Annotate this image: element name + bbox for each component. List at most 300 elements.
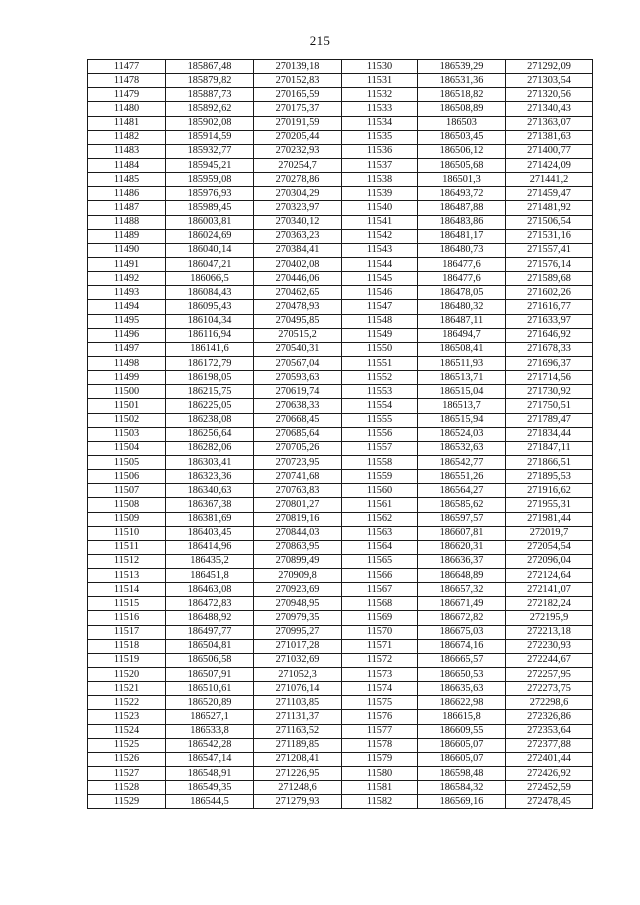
table-row xyxy=(88,88,593,102)
point-id-cell: 11534 xyxy=(342,116,418,130)
point-id-cell: 11491 xyxy=(88,257,166,271)
x-coordinate-cell: 186518,82 xyxy=(418,88,506,102)
y-coordinate-cell: 270899,49 xyxy=(254,554,342,568)
y-coordinate-cell: 270175,37 xyxy=(254,102,342,116)
point-id-cell: 11500 xyxy=(88,385,166,399)
point-id-cell: 11495 xyxy=(88,314,166,328)
x-coordinate-cell: 186564,27 xyxy=(418,484,506,498)
y-coordinate-cell: 270165,59 xyxy=(254,88,342,102)
y-coordinate-cell: 270205,44 xyxy=(254,130,342,144)
y-coordinate-cell: 270723,95 xyxy=(254,455,342,469)
y-coordinate-cell: 270191,59 xyxy=(254,116,342,130)
y-coordinate-cell: 271847,11 xyxy=(506,441,593,455)
x-coordinate-cell: 186215,75 xyxy=(166,385,254,399)
y-coordinate-cell: 272195,9 xyxy=(506,611,593,625)
point-id-cell: 11524 xyxy=(88,724,166,738)
x-coordinate-cell: 186003,81 xyxy=(166,215,254,229)
x-coordinate-cell: 186238,08 xyxy=(166,413,254,427)
point-id-cell: 11575 xyxy=(342,696,418,710)
table-row xyxy=(88,583,593,597)
y-coordinate-cell: 272377,88 xyxy=(506,738,593,752)
table-row xyxy=(88,286,593,300)
point-id-cell: 11509 xyxy=(88,512,166,526)
y-coordinate-cell: 272244,67 xyxy=(506,653,593,667)
x-coordinate-cell: 185914,59 xyxy=(166,130,254,144)
x-coordinate-cell: 186141,6 xyxy=(166,342,254,356)
point-id-cell: 11554 xyxy=(342,399,418,413)
x-coordinate-cell: 186515,04 xyxy=(418,385,506,399)
table-row xyxy=(88,752,593,766)
x-coordinate-cell: 186506,58 xyxy=(166,653,254,667)
y-coordinate-cell: 272273,75 xyxy=(506,682,593,696)
table-row xyxy=(88,74,593,88)
x-coordinate-cell: 186463,08 xyxy=(166,583,254,597)
table-row xyxy=(88,342,593,356)
x-coordinate-cell: 186657,32 xyxy=(418,583,506,597)
y-coordinate-cell: 271834,44 xyxy=(506,427,593,441)
point-id-cell: 11539 xyxy=(342,187,418,201)
x-coordinate-cell: 185959,08 xyxy=(166,173,254,187)
y-coordinate-cell: 271916,62 xyxy=(506,484,593,498)
x-coordinate-cell: 186510,61 xyxy=(166,682,254,696)
point-id-cell: 11489 xyxy=(88,229,166,243)
y-coordinate-cell: 270844,03 xyxy=(254,526,342,540)
table-row xyxy=(88,158,593,172)
x-coordinate-cell: 186488,92 xyxy=(166,611,254,625)
point-id-cell: 11520 xyxy=(88,668,166,682)
y-coordinate-cell: 270152,83 xyxy=(254,74,342,88)
point-id-cell: 11512 xyxy=(88,554,166,568)
x-coordinate-cell: 185902,08 xyxy=(166,116,254,130)
y-coordinate-cell: 270741,68 xyxy=(254,470,342,484)
x-coordinate-cell: 186478,05 xyxy=(418,286,506,300)
y-coordinate-cell: 270340,12 xyxy=(254,215,342,229)
y-coordinate-cell: 270402,08 xyxy=(254,257,342,271)
y-coordinate-cell: 271789,47 xyxy=(506,413,593,427)
x-coordinate-cell: 186531,36 xyxy=(418,74,506,88)
y-coordinate-cell: 271400,77 xyxy=(506,144,593,158)
x-coordinate-cell: 186542,28 xyxy=(166,738,254,752)
y-coordinate-cell: 271381,63 xyxy=(506,130,593,144)
point-id-cell: 11536 xyxy=(342,144,418,158)
table-row xyxy=(88,413,593,427)
x-coordinate-cell: 186104,34 xyxy=(166,314,254,328)
y-coordinate-cell: 270567,04 xyxy=(254,356,342,370)
x-coordinate-cell: 186544,5 xyxy=(166,795,254,809)
y-coordinate-cell: 270638,33 xyxy=(254,399,342,413)
y-coordinate-cell: 272257,95 xyxy=(506,668,593,682)
point-id-cell: 11513 xyxy=(88,569,166,583)
table-row xyxy=(88,639,593,653)
point-id-cell: 11505 xyxy=(88,455,166,469)
x-coordinate-cell: 186511,93 xyxy=(418,356,506,370)
table-row xyxy=(88,724,593,738)
y-coordinate-cell: 270763,83 xyxy=(254,484,342,498)
x-coordinate-cell: 186671,49 xyxy=(418,597,506,611)
x-coordinate-cell: 186615,8 xyxy=(418,710,506,724)
x-coordinate-cell: 186256,64 xyxy=(166,427,254,441)
y-coordinate-cell: 271226,95 xyxy=(254,767,342,781)
y-coordinate-cell: 270923,69 xyxy=(254,583,342,597)
point-id-cell: 11515 xyxy=(88,597,166,611)
table-row xyxy=(88,60,593,74)
y-coordinate-cell: 272182,24 xyxy=(506,597,593,611)
x-coordinate-cell: 186472,83 xyxy=(166,597,254,611)
point-id-cell: 11548 xyxy=(342,314,418,328)
x-coordinate-cell: 186674,16 xyxy=(418,639,506,653)
point-id-cell: 11566 xyxy=(342,569,418,583)
point-id-cell: 11538 xyxy=(342,173,418,187)
point-id-cell: 11532 xyxy=(342,88,418,102)
point-id-cell: 11478 xyxy=(88,74,166,88)
x-coordinate-cell: 186551,26 xyxy=(418,470,506,484)
y-coordinate-cell: 270478,93 xyxy=(254,300,342,314)
x-coordinate-cell: 186493,72 xyxy=(418,187,506,201)
point-id-cell: 11482 xyxy=(88,130,166,144)
point-id-cell: 11569 xyxy=(342,611,418,625)
y-coordinate-cell: 271531,16 xyxy=(506,229,593,243)
coordinate-table xyxy=(87,59,593,809)
x-coordinate-cell: 186483,86 xyxy=(418,215,506,229)
point-id-cell: 11576 xyxy=(342,710,418,724)
point-id-cell: 11570 xyxy=(342,625,418,639)
y-coordinate-cell: 270909,8 xyxy=(254,569,342,583)
y-coordinate-cell: 271955,31 xyxy=(506,498,593,512)
point-id-cell: 11580 xyxy=(342,767,418,781)
point-id-cell: 11567 xyxy=(342,583,418,597)
y-coordinate-cell: 271363,07 xyxy=(506,116,593,130)
point-id-cell: 11498 xyxy=(88,356,166,370)
x-coordinate-cell: 186524,03 xyxy=(418,427,506,441)
x-coordinate-cell: 186605,07 xyxy=(418,738,506,752)
table-row xyxy=(88,455,593,469)
y-coordinate-cell: 270979,35 xyxy=(254,611,342,625)
x-coordinate-cell: 186381,69 xyxy=(166,512,254,526)
point-id-cell: 11481 xyxy=(88,116,166,130)
point-id-cell: 11502 xyxy=(88,413,166,427)
x-coordinate-cell: 185932,77 xyxy=(166,144,254,158)
x-coordinate-cell: 186585,62 xyxy=(418,498,506,512)
x-coordinate-cell: 185879,82 xyxy=(166,74,254,88)
x-coordinate-cell: 186675,03 xyxy=(418,625,506,639)
table-row xyxy=(88,215,593,229)
table-row xyxy=(88,653,593,667)
x-coordinate-cell: 186542,77 xyxy=(418,455,506,469)
table-row xyxy=(88,243,593,257)
point-id-cell: 11556 xyxy=(342,427,418,441)
table-row xyxy=(88,371,593,385)
point-id-cell: 11499 xyxy=(88,371,166,385)
x-coordinate-cell: 186622,98 xyxy=(418,696,506,710)
point-id-cell: 11486 xyxy=(88,187,166,201)
point-id-cell: 11487 xyxy=(88,201,166,215)
x-coordinate-cell: 186513,71 xyxy=(418,371,506,385)
y-coordinate-cell: 270462,65 xyxy=(254,286,342,300)
y-coordinate-cell: 270254,7 xyxy=(254,158,342,172)
point-id-cell: 11581 xyxy=(342,781,418,795)
y-coordinate-cell: 272452,59 xyxy=(506,781,593,795)
x-coordinate-cell: 185892,62 xyxy=(166,102,254,116)
point-id-cell: 11541 xyxy=(342,215,418,229)
point-id-cell: 11493 xyxy=(88,286,166,300)
x-coordinate-cell: 186548,91 xyxy=(166,767,254,781)
y-coordinate-cell: 271714,56 xyxy=(506,371,593,385)
y-coordinate-cell: 270705,26 xyxy=(254,441,342,455)
y-coordinate-cell: 271017,28 xyxy=(254,639,342,653)
x-coordinate-cell: 186549,35 xyxy=(166,781,254,795)
y-coordinate-cell: 270304,29 xyxy=(254,187,342,201)
y-coordinate-cell: 271163,52 xyxy=(254,724,342,738)
point-id-cell: 11565 xyxy=(342,554,418,568)
x-coordinate-cell: 186515,94 xyxy=(418,413,506,427)
table-row xyxy=(88,781,593,795)
point-id-cell: 11525 xyxy=(88,738,166,752)
x-coordinate-cell: 186569,16 xyxy=(418,795,506,809)
y-coordinate-cell: 270515,2 xyxy=(254,328,342,342)
y-coordinate-cell: 272298,6 xyxy=(506,696,593,710)
x-coordinate-cell: 186198,05 xyxy=(166,371,254,385)
y-coordinate-cell: 272353,64 xyxy=(506,724,593,738)
y-coordinate-cell: 271646,92 xyxy=(506,328,593,342)
point-id-cell: 11514 xyxy=(88,583,166,597)
table-row xyxy=(88,554,593,568)
point-id-cell: 11516 xyxy=(88,611,166,625)
x-coordinate-cell: 186503,45 xyxy=(418,130,506,144)
table-row xyxy=(88,272,593,286)
table-row xyxy=(88,611,593,625)
table-row xyxy=(88,102,593,116)
point-id-cell: 11488 xyxy=(88,215,166,229)
table-row xyxy=(88,130,593,144)
point-id-cell: 11547 xyxy=(342,300,418,314)
y-coordinate-cell: 270995,27 xyxy=(254,625,342,639)
point-id-cell: 11573 xyxy=(342,668,418,682)
point-id-cell: 11561 xyxy=(342,498,418,512)
point-id-cell: 11501 xyxy=(88,399,166,413)
y-coordinate-cell: 270668,45 xyxy=(254,413,342,427)
x-coordinate-cell: 186650,53 xyxy=(418,668,506,682)
x-coordinate-cell: 186513,7 xyxy=(418,399,506,413)
y-coordinate-cell: 270685,64 xyxy=(254,427,342,441)
y-coordinate-cell: 271730,92 xyxy=(506,385,593,399)
point-id-cell: 11540 xyxy=(342,201,418,215)
point-id-cell: 11527 xyxy=(88,767,166,781)
x-coordinate-cell: 186497,77 xyxy=(166,625,254,639)
table-row xyxy=(88,484,593,498)
x-coordinate-cell: 186635,63 xyxy=(418,682,506,696)
table-row xyxy=(88,526,593,540)
y-coordinate-cell: 271616,77 xyxy=(506,300,593,314)
x-coordinate-cell: 186527,1 xyxy=(166,710,254,724)
y-coordinate-cell: 271340,43 xyxy=(506,102,593,116)
point-id-cell: 11559 xyxy=(342,470,418,484)
point-id-cell: 11479 xyxy=(88,88,166,102)
x-coordinate-cell: 186665,57 xyxy=(418,653,506,667)
table-row xyxy=(88,625,593,639)
y-coordinate-cell: 270495,85 xyxy=(254,314,342,328)
y-coordinate-cell: 270593,63 xyxy=(254,371,342,385)
point-id-cell: 11550 xyxy=(342,342,418,356)
x-coordinate-cell: 186340,63 xyxy=(166,484,254,498)
point-id-cell: 11555 xyxy=(342,413,418,427)
y-coordinate-cell: 271052,3 xyxy=(254,668,342,682)
point-id-cell: 11504 xyxy=(88,441,166,455)
y-coordinate-cell: 270363,23 xyxy=(254,229,342,243)
y-coordinate-cell: 271076,14 xyxy=(254,682,342,696)
y-coordinate-cell: 271424,09 xyxy=(506,158,593,172)
point-id-cell: 11545 xyxy=(342,272,418,286)
x-coordinate-cell: 186323,36 xyxy=(166,470,254,484)
y-coordinate-cell: 271320,56 xyxy=(506,88,593,102)
x-coordinate-cell: 186172,79 xyxy=(166,356,254,370)
y-coordinate-cell: 271131,37 xyxy=(254,710,342,724)
x-coordinate-cell: 186507,91 xyxy=(166,668,254,682)
table-row xyxy=(88,257,593,271)
y-coordinate-cell: 270540,31 xyxy=(254,342,342,356)
point-id-cell: 11480 xyxy=(88,102,166,116)
point-id-cell: 11523 xyxy=(88,710,166,724)
x-coordinate-cell: 186648,89 xyxy=(418,569,506,583)
point-id-cell: 11533 xyxy=(342,102,418,116)
point-id-cell: 11543 xyxy=(342,243,418,257)
point-id-cell: 11535 xyxy=(342,130,418,144)
point-id-cell: 11557 xyxy=(342,441,418,455)
x-coordinate-cell: 186024,69 xyxy=(166,229,254,243)
x-coordinate-cell: 186598,48 xyxy=(418,767,506,781)
table-row xyxy=(88,441,593,455)
point-id-cell: 11558 xyxy=(342,455,418,469)
y-coordinate-cell: 271248,6 xyxy=(254,781,342,795)
x-coordinate-cell: 186547,14 xyxy=(166,752,254,766)
table-row xyxy=(88,470,593,484)
x-coordinate-cell: 186532,63 xyxy=(418,441,506,455)
y-coordinate-cell: 271696,37 xyxy=(506,356,593,370)
point-id-cell: 11546 xyxy=(342,286,418,300)
y-coordinate-cell: 272124,64 xyxy=(506,569,593,583)
y-coordinate-cell: 272326,86 xyxy=(506,710,593,724)
table-row xyxy=(88,710,593,724)
point-id-cell: 11496 xyxy=(88,328,166,342)
point-id-cell: 11485 xyxy=(88,173,166,187)
table-row xyxy=(88,314,593,328)
x-coordinate-cell: 186084,43 xyxy=(166,286,254,300)
y-coordinate-cell: 271189,85 xyxy=(254,738,342,752)
y-coordinate-cell: 272478,45 xyxy=(506,795,593,809)
point-id-cell: 11477 xyxy=(88,60,166,74)
table-row xyxy=(88,300,593,314)
y-coordinate-cell: 271481,92 xyxy=(506,201,593,215)
x-coordinate-cell: 186597,57 xyxy=(418,512,506,526)
x-coordinate-cell: 186116,94 xyxy=(166,328,254,342)
table-row xyxy=(88,696,593,710)
point-id-cell: 11484 xyxy=(88,158,166,172)
x-coordinate-cell: 186414,96 xyxy=(166,540,254,554)
point-id-cell: 11578 xyxy=(342,738,418,752)
x-coordinate-cell: 186480,32 xyxy=(418,300,506,314)
y-coordinate-cell: 271459,47 xyxy=(506,187,593,201)
table-row xyxy=(88,682,593,696)
point-id-cell: 11551 xyxy=(342,356,418,370)
table-row xyxy=(88,738,593,752)
x-coordinate-cell: 185887,73 xyxy=(166,88,254,102)
page-number: 215 xyxy=(309,33,331,48)
x-coordinate-cell: 186501,3 xyxy=(418,173,506,187)
table-row xyxy=(88,427,593,441)
point-id-cell: 11579 xyxy=(342,752,418,766)
y-coordinate-cell: 270384,41 xyxy=(254,243,342,257)
x-coordinate-cell: 186487,11 xyxy=(418,314,506,328)
y-coordinate-cell: 270801,27 xyxy=(254,498,342,512)
x-coordinate-cell: 185989,45 xyxy=(166,201,254,215)
x-coordinate-cell: 186303,41 xyxy=(166,455,254,469)
y-coordinate-cell: 271557,41 xyxy=(506,243,593,257)
y-coordinate-cell: 270278,86 xyxy=(254,173,342,187)
x-coordinate-cell: 186403,45 xyxy=(166,526,254,540)
x-coordinate-cell: 186508,89 xyxy=(418,102,506,116)
point-id-cell: 11574 xyxy=(342,682,418,696)
y-coordinate-cell: 272426,92 xyxy=(506,767,593,781)
point-id-cell: 11564 xyxy=(342,540,418,554)
x-coordinate-cell: 186481,17 xyxy=(418,229,506,243)
y-coordinate-cell: 271279,93 xyxy=(254,795,342,809)
x-coordinate-cell: 186225,05 xyxy=(166,399,254,413)
point-id-cell: 11518 xyxy=(88,639,166,653)
y-coordinate-cell: 271208,41 xyxy=(254,752,342,766)
x-coordinate-cell: 186506,12 xyxy=(418,144,506,158)
table-row xyxy=(88,173,593,187)
point-id-cell: 11549 xyxy=(342,328,418,342)
x-coordinate-cell: 186636,37 xyxy=(418,554,506,568)
point-id-cell: 11530 xyxy=(342,60,418,74)
table-row xyxy=(88,385,593,399)
table-row xyxy=(88,201,593,215)
point-id-cell: 11537 xyxy=(342,158,418,172)
x-coordinate-cell: 186520,89 xyxy=(166,696,254,710)
y-coordinate-cell: 271103,85 xyxy=(254,696,342,710)
y-coordinate-cell: 271981,44 xyxy=(506,512,593,526)
point-id-cell: 11577 xyxy=(342,724,418,738)
point-id-cell: 11494 xyxy=(88,300,166,314)
point-id-cell: 11508 xyxy=(88,498,166,512)
y-coordinate-cell: 270139,18 xyxy=(254,60,342,74)
table-row xyxy=(88,540,593,554)
y-coordinate-cell: 270446,06 xyxy=(254,272,342,286)
x-coordinate-cell: 186505,68 xyxy=(418,158,506,172)
point-id-cell: 11503 xyxy=(88,427,166,441)
y-coordinate-cell: 271576,14 xyxy=(506,257,593,271)
y-coordinate-cell: 272213,18 xyxy=(506,625,593,639)
table-body xyxy=(88,60,593,809)
x-coordinate-cell: 186503 xyxy=(418,116,506,130)
point-id-cell: 11582 xyxy=(342,795,418,809)
point-id-cell: 11563 xyxy=(342,526,418,540)
y-coordinate-cell: 270948,95 xyxy=(254,597,342,611)
x-coordinate-cell: 186367,38 xyxy=(166,498,254,512)
point-id-cell: 11492 xyxy=(88,272,166,286)
x-coordinate-cell: 186607,81 xyxy=(418,526,506,540)
y-coordinate-cell: 271866,51 xyxy=(506,455,593,469)
x-coordinate-cell: 186620,31 xyxy=(418,540,506,554)
x-coordinate-cell: 186435,2 xyxy=(166,554,254,568)
point-id-cell: 11571 xyxy=(342,639,418,653)
x-coordinate-cell: 186477,6 xyxy=(418,257,506,271)
y-coordinate-cell: 271506,54 xyxy=(506,215,593,229)
x-coordinate-cell: 186504,81 xyxy=(166,639,254,653)
x-coordinate-cell: 186047,21 xyxy=(166,257,254,271)
x-coordinate-cell: 185976,93 xyxy=(166,187,254,201)
point-id-cell: 11483 xyxy=(88,144,166,158)
y-coordinate-cell: 271589,68 xyxy=(506,272,593,286)
